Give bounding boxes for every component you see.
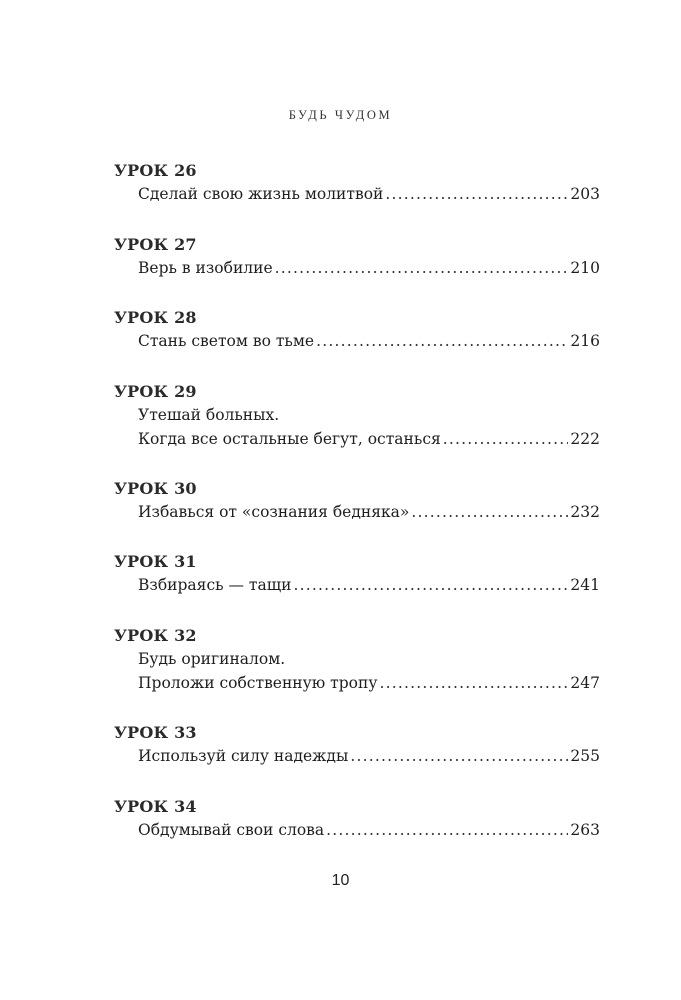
toc-line <box>138 182 600 206</box>
lesson-title-line-1: Утешай больных. <box>138 405 280 424</box>
dot-leader <box>350 744 568 768</box>
page-ref: 210 <box>570 258 600 277</box>
toc-line-first <box>138 403 600 427</box>
dot-leader <box>275 256 569 280</box>
toc-entry-lesson-27[interactable] <box>114 234 600 308</box>
toc-line <box>138 744 600 768</box>
toc-line <box>138 671 600 695</box>
dot-leader <box>443 427 569 451</box>
dot-leader <box>385 182 568 206</box>
lesson-label: УРОК 26 <box>114 161 197 180</box>
toc-entry-lesson-29[interactable] <box>114 381 600 478</box>
page-ref: 255 <box>570 746 600 765</box>
page-ref: 247 <box>570 673 600 692</box>
lesson-title: Стань светом во тьме <box>138 332 315 351</box>
page-ref: 241 <box>570 576 600 595</box>
toc-entry-lesson-33[interactable] <box>114 722 600 796</box>
toc-entry-lesson-34[interactable] <box>114 796 600 870</box>
lesson-label: УРОК 27 <box>114 234 197 254</box>
page-ref: 232 <box>570 502 600 521</box>
lesson-label: УРОК 31 <box>114 552 197 572</box>
running-head-title: БУДЬ ЧУДОМ <box>288 108 393 122</box>
lesson-label: УРОК 33 <box>114 722 197 742</box>
lesson-title: Используй силу надежды <box>138 746 349 765</box>
lesson-label: УРОК 28 <box>114 308 197 328</box>
lesson-label: УРОК 32 <box>114 625 197 645</box>
page-ref: 203 <box>570 185 600 203</box>
toc-entry-lesson-26[interactable] <box>114 160 600 234</box>
dot-leader <box>293 573 568 597</box>
lesson-label: УРОК 34 <box>114 796 197 816</box>
dot-leader <box>411 500 568 524</box>
lesson-title: Взбираясь — тащи <box>138 576 292 595</box>
toc-line <box>138 329 600 353</box>
toc-line <box>138 500 600 524</box>
toc-line-first <box>138 647 600 671</box>
table-of-contents <box>114 160 600 869</box>
toc-line <box>138 256 600 280</box>
toc-entry-lesson-30[interactable] <box>114 478 600 552</box>
lesson-title-line-2: Проложи собственную тропу <box>138 673 378 692</box>
page-ref: 216 <box>570 332 600 351</box>
lesson-title: Обдумывай свои слова <box>138 820 325 839</box>
page-ref: 263 <box>570 820 600 839</box>
toc-line <box>138 427 600 451</box>
page-number: 10 <box>331 872 350 889</box>
toc-entry-lesson-32[interactable] <box>114 625 600 722</box>
toc-line <box>138 818 600 842</box>
lesson-title: Избавься от «сознания бедняка» <box>138 502 410 521</box>
lesson-label: УРОК 29 <box>114 381 197 401</box>
page-ref: 222 <box>570 429 600 448</box>
lesson-title: Верь в изобилие <box>138 258 273 277</box>
lesson-title-line-2: Когда все остальные бегут, останься <box>138 429 441 448</box>
lesson-title-line-1: Будь оригиналом. <box>138 649 286 668</box>
lesson-label: УРОК 30 <box>114 478 197 498</box>
lesson-title: Сделай свою жизнь молитвой <box>138 185 384 203</box>
toc-line <box>138 573 600 597</box>
dot-leader <box>326 818 568 842</box>
toc-entry-lesson-28[interactable] <box>114 307 600 381</box>
dot-leader <box>316 329 568 353</box>
dot-leader <box>379 671 568 695</box>
toc-entry-lesson-31[interactable] <box>114 551 600 625</box>
